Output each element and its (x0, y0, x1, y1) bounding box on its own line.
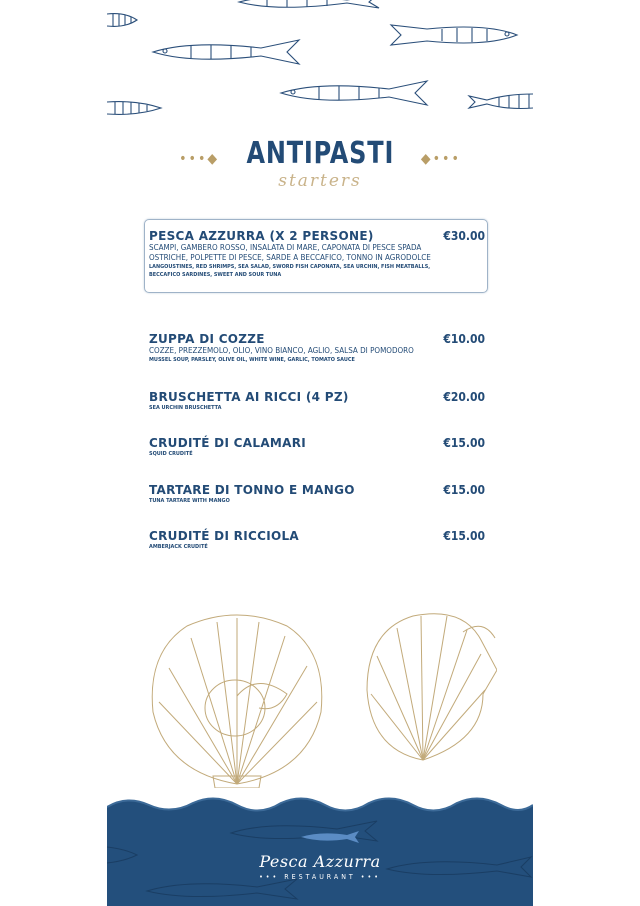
item-description-english: MUSSEL SOUP, PARSLEY, OLIVE OIL, WHITE WINE, GARLIC, TOMATO SAUCE (149, 357, 355, 363)
sardine-illustration (387, 23, 522, 47)
menu-item (149, 332, 485, 364)
item-name: ZUPPA DI COZZE (149, 332, 265, 346)
restaurant-logo (107, 852, 533, 881)
sardine-illustration (107, 10, 139, 30)
decorative-dots-left: •••◆ (179, 150, 220, 167)
menu-item (149, 483, 485, 505)
menu-item-featured (149, 229, 485, 279)
item-description-english: SQUID CRUDITÉ (149, 451, 193, 457)
sardine-illustration (237, 0, 387, 10)
item-description-english: TUNA TARTARE WITH MANGO (149, 498, 230, 504)
menu-page (107, 0, 533, 906)
item-price: €10.00 (443, 332, 485, 346)
item-description-english: BECCAFICO SARDINES, SWEET AND SOUR TUNA (149, 272, 282, 278)
item-name: CRUDITÉ DI RICCIOLA (149, 529, 299, 543)
item-price: €20.00 (443, 390, 485, 404)
item-description-italian: COZZE, PREZZEMOLO, OLIO, VINO BIANCO, AGLIO, SALSA DI POMODORO (149, 346, 414, 355)
item-name: BRUSCHETTA AI RICCI (4 PZ) (149, 390, 349, 404)
item-description-italian: OSTRICHE, POLPETTE DI PESCE, SARDE A BECCAFICO, TONNO IN AGRODOLCE (149, 253, 431, 262)
brand-name: Pesca Azzurra (259, 852, 381, 871)
menu-item (149, 529, 485, 551)
sardine-illustration (467, 90, 533, 112)
item-description-italian: SCAMPI, GAMBERO ROSSO, INSALATA DI MARE, CAPONATA DI PESCE SPADA (149, 243, 422, 252)
footer-wave-band (107, 795, 533, 906)
item-price: €15.00 (443, 436, 485, 450)
scallop-shell-illustration (363, 610, 497, 764)
sardine-illustration (107, 98, 163, 118)
sardine-illustration (151, 38, 303, 66)
item-name: CRUDITÉ DI CALAMARI (149, 436, 307, 450)
menu-item (149, 390, 485, 412)
section-heading (107, 136, 533, 171)
sardine-illustration (279, 79, 431, 107)
item-description-english: SEA URCHIN BRUSCHETTA (149, 405, 222, 411)
section-title: ANTIPASTI (246, 136, 394, 171)
decorative-dots-right: ◆••• (420, 150, 461, 167)
brand-tagline-text: RESTAURANT (284, 873, 356, 881)
section-subtitle: starters (278, 171, 362, 191)
item-description-english: AMBERJACK CRUDITÉ (149, 544, 208, 550)
item-price: €15.00 (443, 483, 485, 497)
item-price: €30.00 (443, 229, 485, 243)
item-description-english: LANGOUSTINES, RED SHRIMPS, SEA SALAD, SWORD FISH CAPONATA, SEA URCHIN, FISH MEATBALLS, (149, 264, 431, 270)
item-name: PESCA AZZURRA (X 2 PERSONE) (149, 229, 374, 243)
scallop-shell-illustration (147, 612, 327, 788)
item-name: TARTARE DI TONNO E MANGO (149, 483, 355, 497)
item-price: €15.00 (443, 529, 485, 543)
menu-item (149, 436, 485, 458)
brand-tagline: ••• RESTAURANT ••• (259, 873, 381, 881)
